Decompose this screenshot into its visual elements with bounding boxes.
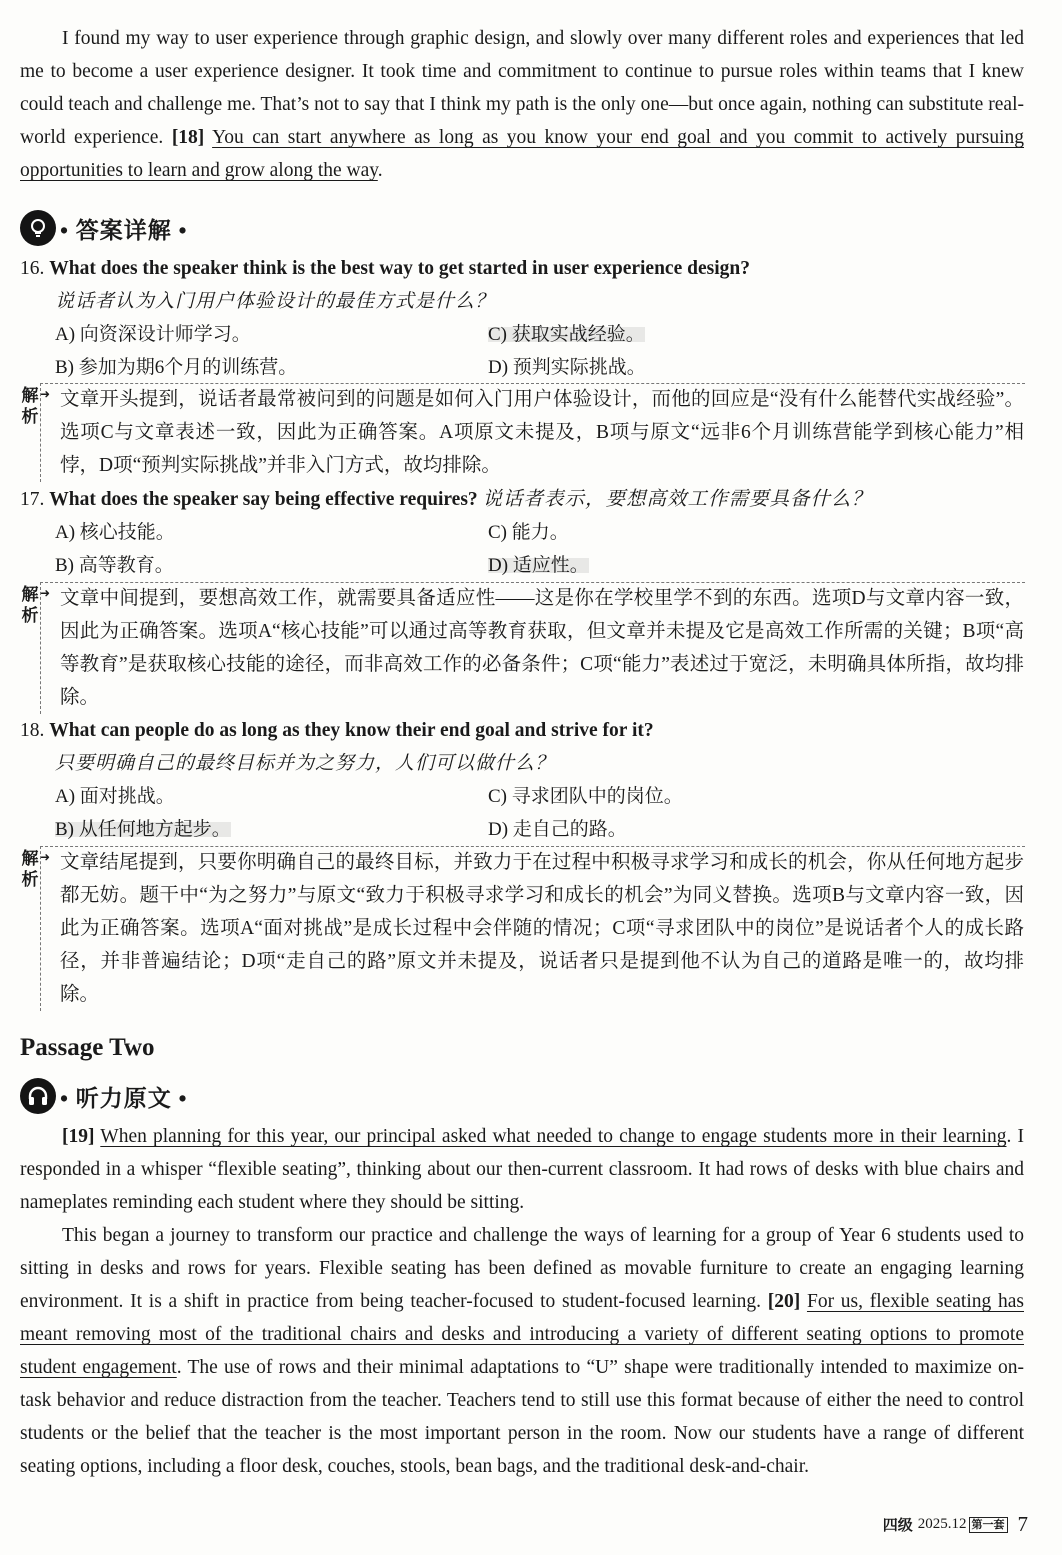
q16-analysis: 解析 ➜ 文章开头提到，说话者最常被问到的问题是如何入门用户体验设计，而他的回应是“没有什么能替代实战经验”。选项C与文章表述一致，因此为正确答案。A项原文未提及，B项与原文“远非6个月训练营能学到核心能力”相悖，D项“预判实际挑战”并非入门方式，故均排除。 [20,383,1024,482]
question-marker-18: [18] [171,127,205,148]
analysis-tag: 解析 [21,585,39,625]
question-17: 17. What does the speaker say being effective requires? 说话者表示，要想高效工作需要具备什么？ [20,489,873,510]
transcript-paragraph-1: [19] When planning for this year, our principal asked what needed to change to engage students more in their learning. I responded in a whisper “flexible seating”, thinking about our then-current classroom. It had rows of desks with blue chairs and nameplates reminding each student where they should be sitting. [20,1126,1024,1213]
q16-option-a: A) 向资深设计师学习。 [55,324,251,345]
q16-option-d: D) 预判实际挑战。 [488,357,646,378]
set-badge: 第一套 [969,1517,1008,1533]
q16-option-c: C) 获取实战经验。 [488,324,645,345]
answers-heading: • 答案详解 • [20,210,188,246]
transcript-paragraph-2: This began a journey to transform our practice and challenge the ways of learning for a group of Year 6 students used to sitting in desks and rows for years. Flexible seating has been defined as movable furniture to create an engaging learning environment. It is a shift in practice from being teacher-focused to student-focused learning. [20] For us, flexible seating has meant removing most of the traditional chairs and desks and introducing a variety of different seating options to promote student engagement. The use of rows and their minimal adaptations to “U” shape were traditionally intended to maximize on-task behavior and reduce distraction from the teacher. Teachers tend to still use this format because of either the need to control students or the belief that the teacher is the most important person in the room. Now our students have a range of different seating options, including a floor desk, couches, stools, bean bags, and the traditional desk-and-chair. [20,1225,1024,1477]
question-16-translation: 说话者认为入门用户体验设计的最佳方式是什么？ [55,291,496,312]
q18-option-c: C) 寻求团队中的岗位。 [488,786,683,807]
arrow-icon: ➜ [40,850,51,864]
arrow-icon: ➜ [40,387,51,401]
passage-title: Passage Two [20,1034,155,1061]
question-16: 16. What does the speaker think is the best way to get started in user experience design? [20,258,750,279]
question-marker-20: [20] [767,1291,801,1312]
question-18-translation: 只要明确自己的最终目标并为之努力，人们可以做什么？ [55,753,556,774]
q18-analysis: 解析 ➜ 文章结尾提到，只要你明确自己的最终目标，并致力于在过程中积极寻求学习和成长的机会，你从任何地方起步都无妨。题干中“为之努力”与原文“致力于积极寻求学习和成长的机会”为同义替换。选项B与文章内容一致，因此为正确答案。选项A“面对挑战”是成长过程中会伴随的情况；C项“寻求团队中的岗位”是说话者个人的成长路径，并非普遍结论；D项“走自己的路”原文并未提及，说话者只是提到他不认为自己的道路是唯一的，故均排除。 [20,846,1024,1011]
question-18: 18. What can people do as long as they know their end goal and strive for it? [20,720,654,741]
question-marker-19: [19] [62,1126,95,1147]
q17-analysis: 解析 ➜ 文章中间提到，要想高效工作，就需要具备适应性——这是你在学校里学不到的东西。选项D与文章内容一致，因此为正确答案。选项A“核心技能”可以通过高等教育获取，但文章并未提及它是高效工作所需的关键；B项“高等教育”是获取核心技能的途径，而非高效工作的必备条件；C项“能力”表述过于宽泛，未明确具体所指，故均排除。 [20,582,1024,714]
q17-option-d: D) 适应性。 [488,555,589,576]
analysis-tag: 解析 [21,849,39,889]
q17-option-b: B) 高等教育。 [55,555,174,576]
page-number: 7 [1017,1512,1028,1536]
exam-level: 四级 [882,1518,913,1534]
arrow-icon: ➜ [40,586,51,600]
q18-option-d: D) 走自己的路。 [488,819,627,840]
underlined-sentence-20: For us, flexible seating has meant removing most of the traditional chairs and desks and introducing a variety of different seating options to promote student engagement [20,1291,1024,1378]
q16-option-b: B) 参加为期6个月的训练营。 [55,357,298,378]
analysis-tag: 解析 [21,386,39,426]
exam-date: 2025.12 [917,1516,967,1532]
q17-option-a: A) 核心技能。 [55,522,175,543]
underlined-sentence-18: You can start anywhere as long as you know your end goal and you commit to actively pursuing opportunities to learn and grow along the way [20,127,1024,181]
q17-option-c: C) 能力。 [488,522,569,543]
headphones-icon [20,1078,56,1114]
q18-option-b: B) 从任何地方起步。 [55,819,231,840]
q18-option-a: A) 面对挑战。 [55,786,175,807]
underlined-sentence-19: When planning for this year, our principal asked what needed to change to engage students more in their learning [100,1126,1007,1147]
page-footer [883,1512,1028,1537]
transcript-heading: • 听力原文 • [20,1078,188,1114]
intro-paragraph: I found my way to user experience through graphic design, and slowly over many different roles and experiences that led me to become a user experience designer. It took time and commitment to continue to pursue roles within teams that I knew could teach and challenge me. That’s not to say that I think my path is the only one—but once again, nothing can substitute real-world experience. [18] You can start anywhere as long as you know your end goal and you commit to actively pursuing opportunities to learn and grow along the way. [20,28,1024,181]
lightbulb-icon [20,210,56,246]
